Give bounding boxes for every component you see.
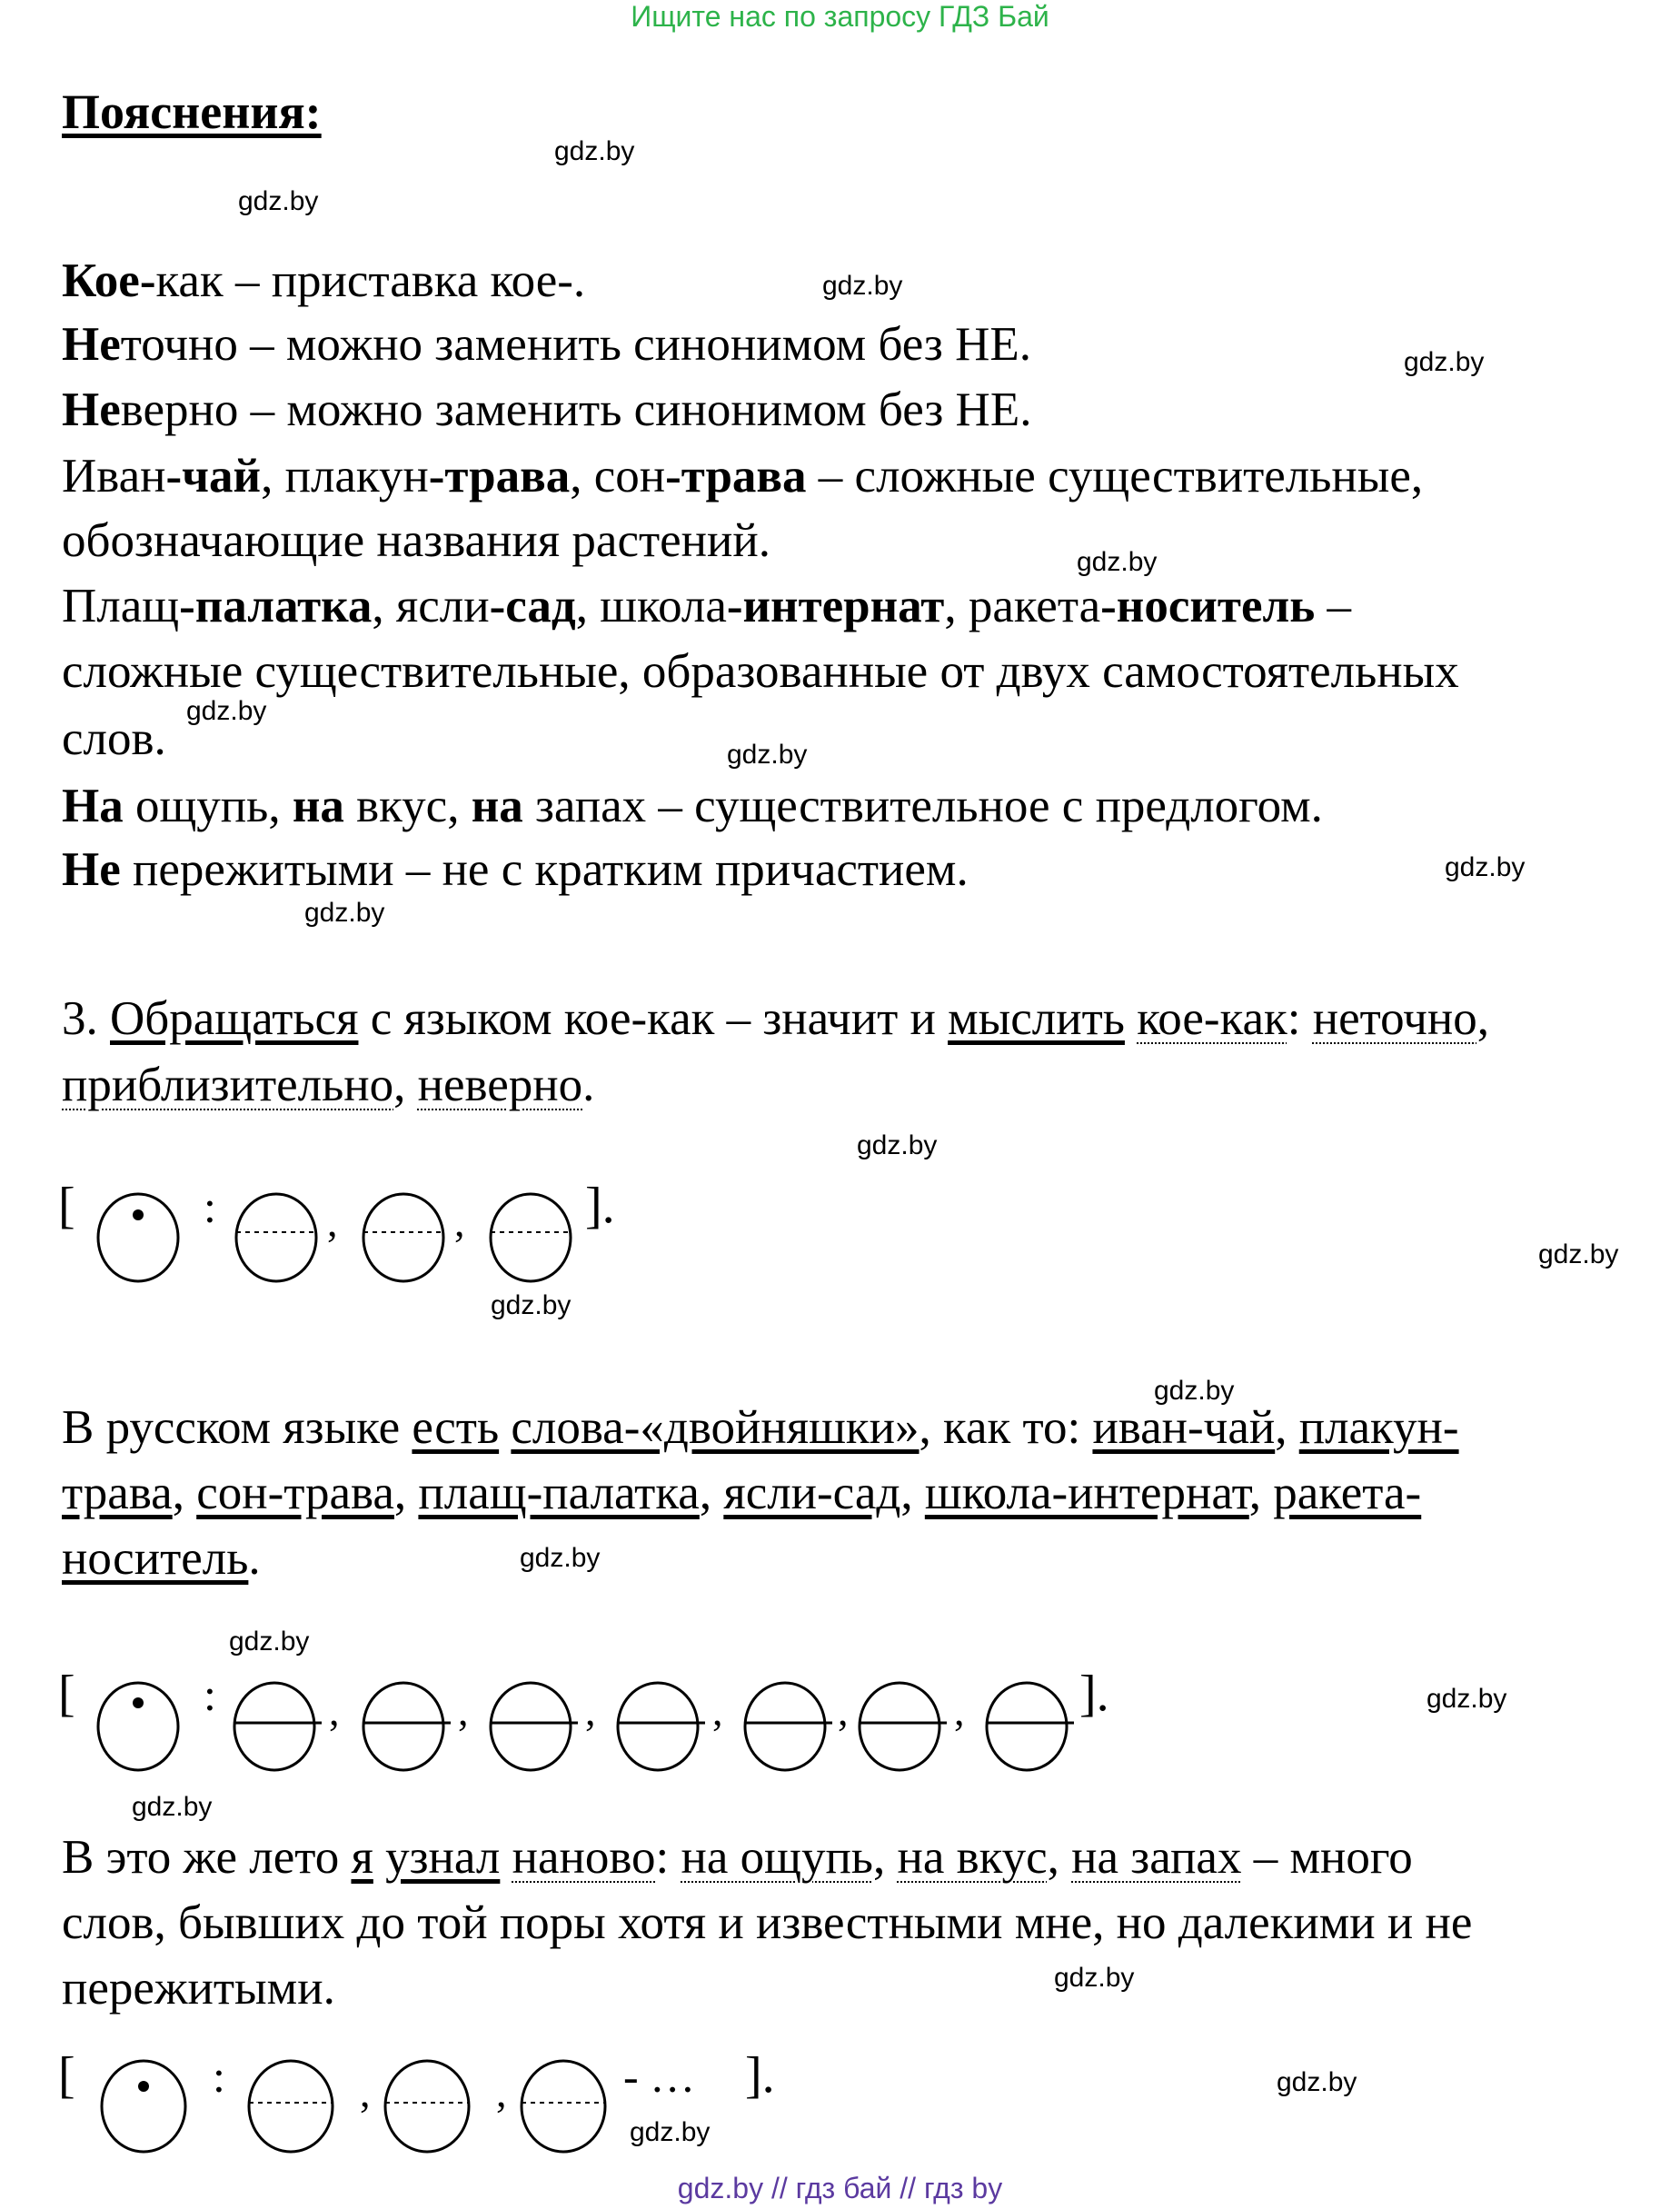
svg-text:].: ]. xyxy=(745,2047,775,2104)
watermark: gdz.by xyxy=(520,1543,601,1573)
member-oval xyxy=(363,1194,443,1281)
watermark: gdz.by xyxy=(186,696,267,726)
watermark: gdz.by xyxy=(1445,852,1526,882)
member-oval xyxy=(385,2061,469,2152)
subject-oval xyxy=(98,1683,178,1770)
paragraph-3-line-3: пережитыми. xyxy=(62,1962,335,2015)
paragraph-3-line-1: В это же лето я узнал наново: на ощупь, на вкус, на запах – много xyxy=(62,1831,1413,1884)
member-oval xyxy=(491,1683,571,1770)
svg-text:].: ]. xyxy=(585,1178,615,1234)
member-oval xyxy=(236,1194,316,1281)
svg-text:[: [ xyxy=(58,2047,75,2104)
explanation-line: слов. xyxy=(62,712,166,765)
paragraph-2-line-3: носитель. xyxy=(62,1532,261,1585)
footer-links[interactable]: gdz.by // гдз бай // гдз by xyxy=(677,2172,1003,2204)
explanation-line: обозначающие названия растений. xyxy=(62,514,770,567)
watermark: gdz.by xyxy=(554,136,635,166)
svg-text:[: [ xyxy=(58,1666,75,1722)
member-oval xyxy=(491,1194,571,1281)
svg-text:- …: - … xyxy=(623,2051,696,2102)
member-oval xyxy=(363,1683,443,1770)
watermark: gdz.by xyxy=(132,1792,213,1822)
watermark: gdz.by xyxy=(1404,347,1485,377)
subject-oval xyxy=(98,1194,178,1281)
explanation-line: Плащ-палатка, ясли-сад, школа-интернат, ракета-носитель – xyxy=(62,580,1351,632)
explanation-line: Кое-как – приставка кое-. xyxy=(62,254,586,307)
explanation-line: На ощупь, на вкус, на запах – существительное с предлогом. xyxy=(62,780,1323,832)
task-3-line-1: 3. Обращаться с языком кое-как – значит и мыслить кое-как: неточно, xyxy=(62,992,1490,1045)
svg-text::: : xyxy=(204,1181,216,1232)
top-banner[interactable]: Ищите нас по запросу ГДЗ Бай xyxy=(631,0,1049,33)
watermark: gdz.by xyxy=(238,186,319,216)
paragraph-3-line-2: слов, бывших до той поры хотя и известными мне, но далекими и не xyxy=(62,1896,1473,1949)
sentence-schema-2 xyxy=(55,1654,1145,1781)
paragraph-2-line-2: трава, сон-трава, плащ-палатка, ясли-сад, школа-интернат, ракета- xyxy=(62,1467,1422,1519)
paragraph-2-line-1: В русском языке есть слова-«двойняшки», как то: иван-чай, плакун- xyxy=(62,1401,1459,1454)
svg-text:,: , xyxy=(329,1687,340,1734)
member-oval xyxy=(618,1683,698,1770)
watermark: gdz.by xyxy=(1277,2067,1357,2097)
svg-text:,: , xyxy=(585,1687,596,1734)
member-oval xyxy=(234,1683,314,1770)
member-oval xyxy=(860,1683,939,1770)
explanation-line: сложные существительные, образованные от двух самостоятельных xyxy=(62,645,1459,698)
svg-text:,: , xyxy=(954,1687,965,1734)
watermark: gdz.by xyxy=(822,271,903,301)
sentence-schema-3 xyxy=(55,2035,800,2163)
svg-text:,: , xyxy=(712,1687,723,1734)
watermark: gdz.by xyxy=(491,1290,572,1320)
sentence-schema-1 xyxy=(55,1172,636,1290)
svg-text:].: ]. xyxy=(1079,1666,1109,1722)
watermark: gdz.by xyxy=(1154,1376,1235,1406)
svg-text:,: , xyxy=(838,1687,849,1734)
svg-text:,: , xyxy=(360,2069,371,2115)
svg-text::: : xyxy=(204,1669,216,1720)
svg-text:[: [ xyxy=(58,1178,75,1234)
dot-mark xyxy=(138,2081,149,2092)
svg-text:,: , xyxy=(454,1199,465,1245)
svg-text:,: , xyxy=(496,2069,507,2115)
explanation-line: Не пережитыми – не с кратким причастием. xyxy=(62,843,969,896)
svg-text:,: , xyxy=(327,1199,338,1245)
watermark: gdz.by xyxy=(727,740,808,770)
watermark: gdz.by xyxy=(857,1130,938,1160)
page-title: Пояснения: xyxy=(62,85,322,139)
watermark: gdz.by xyxy=(229,1627,310,1657)
svg-text:,: , xyxy=(458,1687,469,1734)
svg-text::: : xyxy=(213,2051,225,2102)
member-oval xyxy=(987,1683,1067,1770)
watermark: gdz.by xyxy=(630,2117,711,2147)
watermark: gdz.by xyxy=(1054,1963,1135,1993)
member-oval xyxy=(745,1683,825,1770)
explanation-line: Неверно – можно заменить синонимом без НЕ. xyxy=(62,383,1032,436)
dot-mark xyxy=(133,1697,144,1708)
explanation-line: Иван-чай, плакун-трава, сон-трава – сложные существительные, xyxy=(62,450,1424,502)
watermark: gdz.by xyxy=(1077,547,1158,577)
task-3-line-2: приблизительно, неверно. xyxy=(62,1059,595,1111)
dot-mark xyxy=(133,1209,144,1220)
subject-oval xyxy=(102,2061,185,2152)
watermark: gdz.by xyxy=(1427,1684,1507,1714)
member-oval xyxy=(249,2061,333,2152)
explanation-line: Неточно – можно заменить синонимом без НЕ. xyxy=(62,318,1031,371)
watermark: gdz.by xyxy=(1538,1239,1619,1269)
watermark: gdz.by xyxy=(304,898,385,928)
member-oval xyxy=(522,2061,605,2152)
